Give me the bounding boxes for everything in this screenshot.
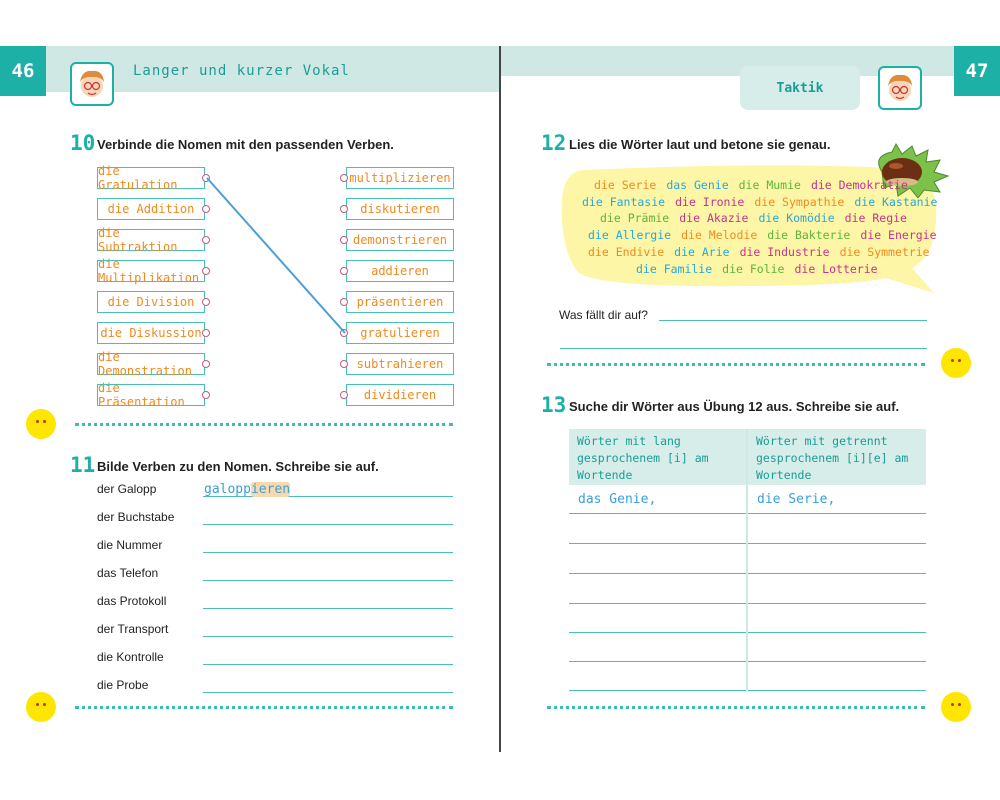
exercise-11-number: 11 [70, 453, 96, 477]
answer-suffix: ieren [250, 482, 291, 497]
table-header-i-e: Wörter mit getrennt gesprochenem [i][e] am Wortende [748, 429, 926, 485]
dotted-separator [75, 423, 453, 426]
noun-box[interactable]: die Demonstration [97, 353, 205, 375]
table-header-long-i: Wörter mit lang gesprochenem [i] am Wortende [569, 429, 746, 485]
word-item: die Symmetrie [839, 245, 930, 259]
table-writing-line[interactable] [748, 513, 926, 514]
taktik-tab: Taktik [740, 66, 860, 110]
noun-box[interactable]: die Gratulation [97, 167, 205, 189]
table-writing-line[interactable] [569, 543, 746, 544]
word-item: die Endivie [588, 245, 665, 259]
smiley-icon [26, 409, 56, 439]
dotted-separator [547, 706, 925, 709]
page-number-left: 46 [0, 46, 46, 96]
word-row [594, 176, 918, 194]
exercise-12-instruction: Lies die Wörter laut und betone sie genau. [569, 137, 831, 152]
table-writing-line[interactable] [569, 661, 746, 662]
noun-box[interactable]: die Subtraktion [97, 229, 205, 251]
word-item: die Melodie [681, 228, 758, 242]
verb-box[interactable]: addieren [346, 260, 454, 282]
exercise-13-instruction: Suche dir Wörter aus Übung 12 aus. Schreibe sie auf. [569, 399, 900, 414]
word-item: die Folie [722, 262, 785, 276]
exercise-13-number: 13 [541, 393, 567, 417]
word-item: die Komödie [758, 211, 835, 225]
noun-box[interactable]: die Division [97, 291, 205, 313]
noun-box[interactable]: die Präsentation [97, 384, 205, 406]
writing-line[interactable] [203, 664, 453, 665]
word-item: die Mumie [738, 178, 801, 192]
table-writing-line[interactable] [748, 661, 926, 662]
writing-line[interactable] [203, 524, 453, 525]
noun-label: die Probe [97, 678, 149, 692]
smiley-icon [26, 692, 56, 722]
writing-line[interactable] [203, 636, 453, 637]
verb-box[interactable]: diskutieren [346, 198, 454, 220]
reflection-question: Was fällt dir auf? [559, 308, 648, 322]
table-writing-line[interactable] [569, 603, 746, 604]
noun-label: das Telefon [97, 566, 159, 580]
chapter-title: Langer und kurzer Vokal [133, 63, 350, 79]
word-item: die Ironie [675, 195, 745, 209]
verb-box[interactable]: dividieren [346, 384, 454, 406]
table-writing-line[interactable] [748, 690, 926, 691]
word-item: die Kastanie [854, 195, 938, 209]
noun-box[interactable]: die Multiplikation [97, 260, 205, 282]
table-writing-line[interactable] [569, 690, 746, 691]
writing-line[interactable] [203, 552, 453, 553]
noun-label: die Kontrolle [97, 650, 164, 664]
word-item: die Akazie [679, 211, 749, 225]
exercise-11-instruction: Bilde Verben zu den Nomen. Schreibe sie auf. [97, 459, 379, 474]
table-writing-line[interactable] [569, 513, 746, 514]
exercise-10-number: 10 [70, 131, 96, 155]
table-writing-line[interactable] [748, 573, 926, 574]
word-item: die Fantasie [582, 195, 666, 209]
table-writing-line[interactable] [569, 632, 746, 633]
table-example-col1: das Genie, [578, 492, 657, 507]
table-writing-line[interactable] [748, 632, 926, 633]
word-row [636, 260, 888, 278]
word-item: die Allergie [588, 228, 672, 242]
word-item: die Arie [674, 245, 730, 259]
table-writing-line[interactable] [748, 543, 926, 544]
word-item: die Lotterie [794, 262, 878, 276]
word-item: die Prämie [600, 211, 670, 225]
verb-box[interactable]: gratulieren [346, 322, 454, 344]
noun-label: die Nummer [97, 538, 163, 552]
table-column-divider [746, 429, 748, 691]
exercise-10-instruction: Verbinde die Nomen mit den passenden Verben. [97, 137, 394, 152]
word-item: die Bakterie [767, 228, 851, 242]
word-item: das Genie [666, 178, 729, 192]
word-item: die Regie [844, 211, 907, 225]
word-row [588, 243, 940, 261]
answer-line[interactable] [659, 320, 927, 321]
writing-line[interactable] [203, 692, 453, 693]
answer-line[interactable] [560, 348, 927, 349]
noun-box[interactable]: die Diskussion [97, 322, 205, 344]
noun-box[interactable]: die Addition [97, 198, 205, 220]
table-writing-line[interactable] [569, 573, 746, 574]
connection-line [0, 0, 500, 420]
example-answer [204, 482, 290, 497]
noun-label: der Transport [97, 622, 169, 636]
word-item: die Industrie [739, 245, 830, 259]
dotted-separator [547, 363, 925, 366]
word-item: die Energie [860, 228, 937, 242]
word-row [588, 226, 947, 244]
word-row [600, 209, 917, 227]
verb-box[interactable]: demonstrieren [346, 229, 454, 251]
noun-label: der Buchstabe [97, 510, 175, 524]
word-item: die Serie [594, 178, 657, 192]
table-example-col2: die Serie, [757, 492, 836, 507]
verb-box[interactable]: multiplizieren [346, 167, 454, 189]
right-mascot-avatar-icon [878, 66, 922, 110]
table-writing-line[interactable] [748, 603, 926, 604]
noun-label: das Protokoll [97, 594, 167, 608]
smiley-icon [941, 692, 971, 722]
exercise-12-number: 12 [541, 131, 567, 155]
page-number-right: 47 [954, 46, 1000, 96]
dotted-separator [75, 706, 453, 709]
noun-label: der Galopp [97, 482, 157, 496]
writing-line[interactable] [203, 580, 453, 581]
answer-stem: galopp [204, 482, 251, 497]
word-item: die Familie [636, 262, 713, 276]
verb-box[interactable]: subtrahieren [346, 353, 454, 375]
word-item: die Demokratie [810, 178, 908, 192]
word-item: die Sympathie [754, 195, 845, 209]
verb-box[interactable]: präsentieren [346, 291, 454, 313]
smiley-icon [941, 348, 971, 378]
writing-line[interactable] [203, 608, 453, 609]
